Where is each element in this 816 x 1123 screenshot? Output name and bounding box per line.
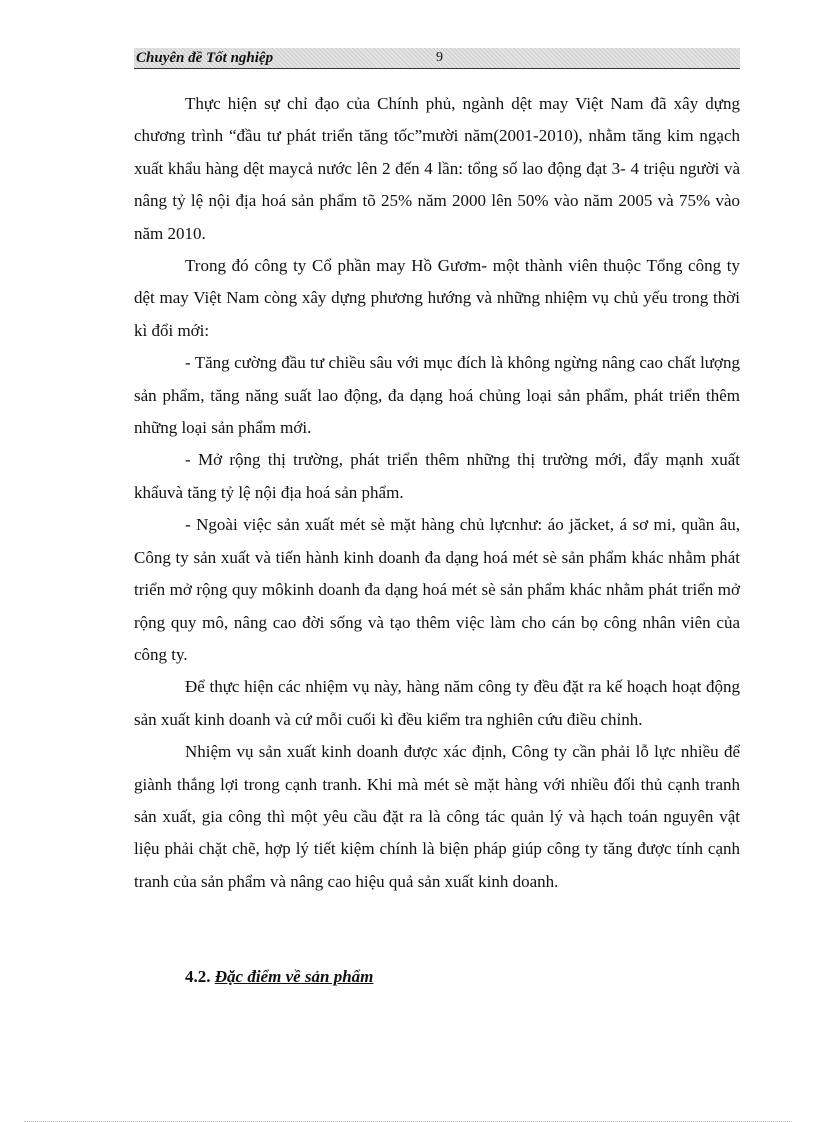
paragraph-7: Nhiệm vụ sản xuất kinh doanh được xác định, Công ty cần phải lỗ lực nhiều để giành thắng lợi trong cạnh tranh. Khi mà mét sè mặt hàng với nhiều đối thủ cạnh tranh sản xuất, gia công thì một yêu cầu đặt ra là công tác quản lý và hạch toán nguyên vật liệu phải chặt chẽ, hợp lý tiết kiệm chính là biện pháp giúp công ty tăng được tính cạnh tranh của sản phẩm và nâng cao hiệu quả sản xuất kinh doanh. [134,742,740,891]
body-text [134,88,740,898]
paragraph-5: - Ngoài việc sản xuất mét sè mặt hàng chủ lựcnhư: áo jăcket, á sơ mi, quần âu, Công ty sản xuất và tiến hành kinh doanh đa dạng hoá mét sè sản phẩm khác nhằm phát triển mở rộng quy môkinh doanh đa dạng hoá mét sè sản phẩm khác nhằm phát triển mở rộng quy mô, nâng cao đời sống và tạo thêm việc làm cho cán bọ công nhân viên của công ty. [134,515,740,664]
footer-rule [24,1121,792,1122]
paragraph-1: Thực hiện sự chỉ đạo của Chính phủ, ngành dệt may Việt Nam đã xây dựng chương trình “đầu tư phát triển tăng tốc”mười năm(2001-2010), nhằm tăng kim ngạch xuất khẩu hàng dệt maycả nước lên 2 đến 4 lần: tổng số lao động đạt 3- 4 triệu người và nâng tỷ lệ nội địa hoá sản phẩm tõ 25% năm 2000 lên 50% vào năm 2005 và 75% vào năm 2010. [134,94,740,243]
paragraph-4: - Mở rộng thị trường, phát triển thêm những thị trường mới, đẩy mạnh xuất khẩuvà tăng tỷ lệ nội địa hoá sản phẩm. [134,450,740,502]
page-number: 9 [436,50,443,65]
header-title: Chuyên đề Tốt nghiệp [136,50,274,66]
paragraph-6: Để thực hiện các nhiệm vụ này, hàng năm công ty đều đặt ra kế hoạch hoạt động sản xuất kinh doanh và cứ mỗi cuối kì đều kiểm tra nghiên cứu điều chỉnh. [134,677,740,729]
section-title: Đặc điểm về sản phẩm [214,967,374,986]
paragraph-3: - Tăng cường đầu tư chiều sâu với mục đích là không ngừng nâng cao chất lượng sản phẩm, tăng năng suất lao động, đa dạng hoá chủng loại sản phẩm, phát triển thêm những loại sản phẩm mới. [134,353,740,438]
page-header [134,48,740,69]
paragraph-2: Trong đó công ty Cổ phần may Hồ Gươm- một thành viên thuộc Tổng công ty dệt may Việt Nam còng xây dựng phương hướng và những nhiệm vụ chủ yếu trong thời kì đổi mới: [134,256,740,340]
section-number: 4.2. [185,967,211,986]
section-heading [185,962,373,992]
